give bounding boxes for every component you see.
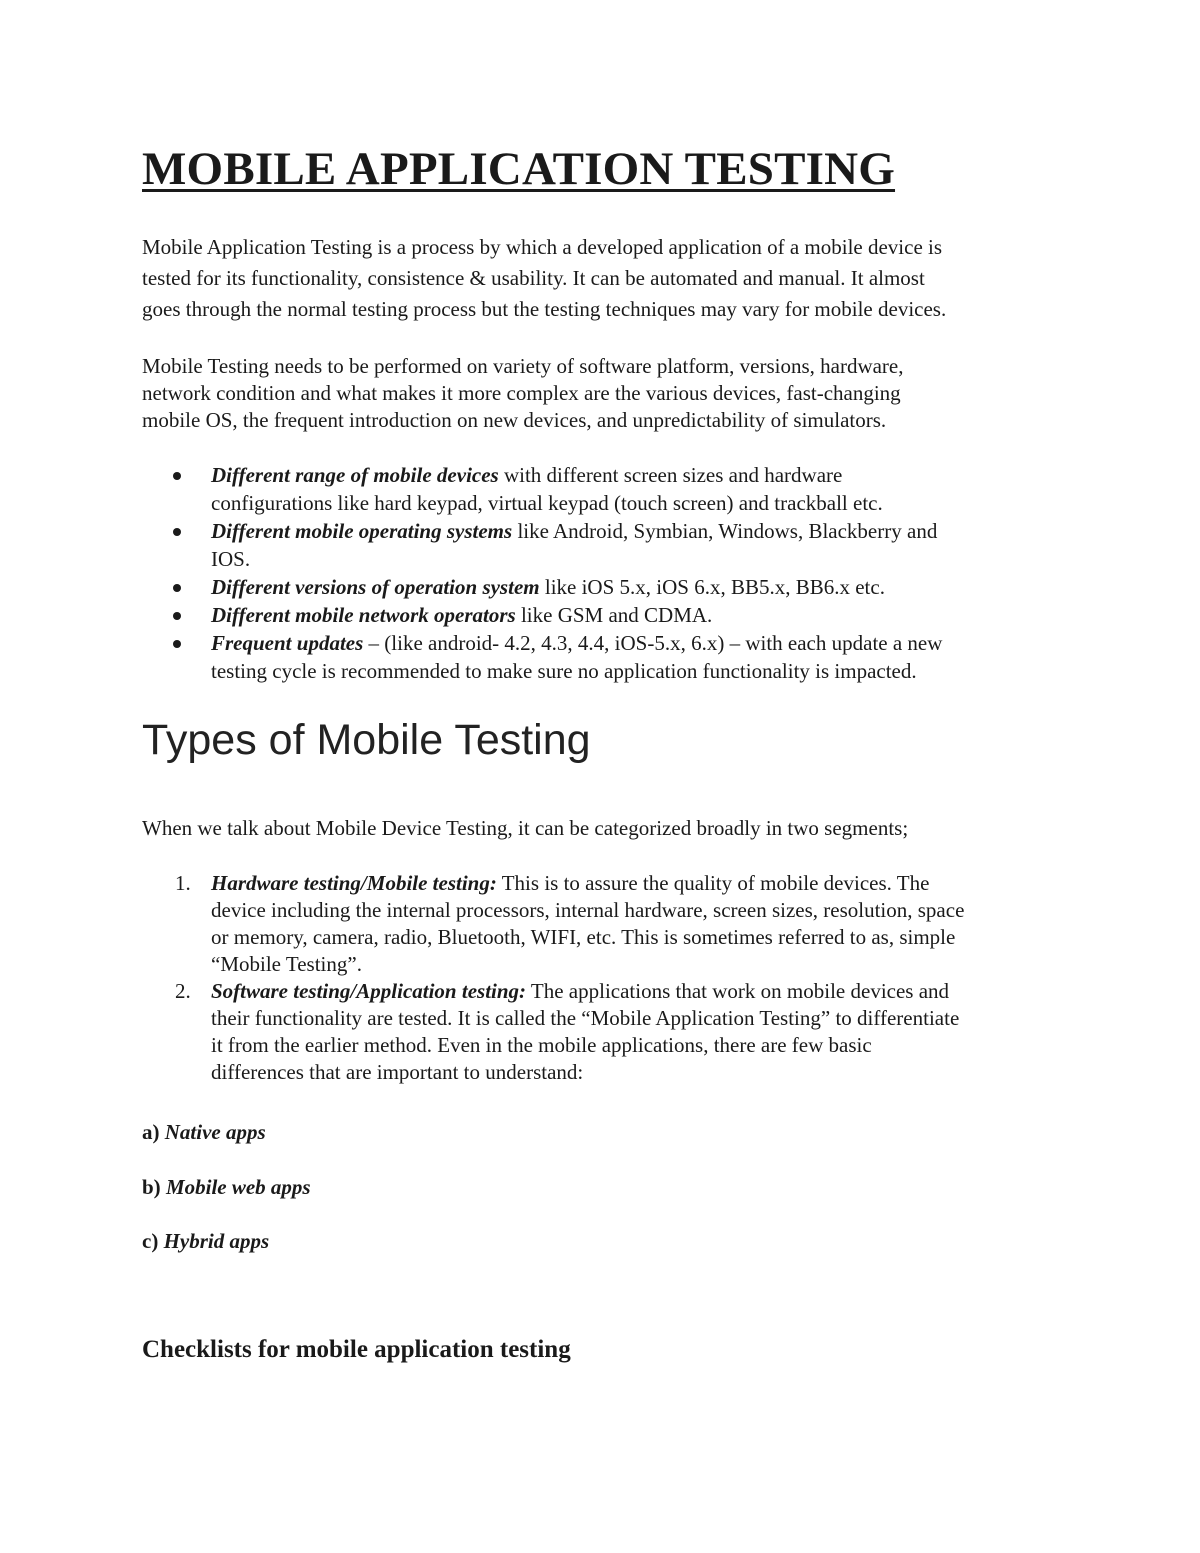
app-type-text: Native apps: [164, 1120, 266, 1144]
bullet-text: testing cycle is recommended to make sure no application functionality is impacted.: [211, 659, 917, 683]
item-text: or memory, camera, radio, Bluetooth, WIFI, etc. This is sometimes referred to as, simple: [211, 925, 956, 949]
item-number: 1.: [175, 871, 191, 895]
item-emphasis: Software testing/Application testing:: [211, 979, 527, 1003]
numbered-item: [142, 870, 1102, 978]
app-type-hybrid: [142, 1227, 269, 1255]
bullet-text: IOS.: [211, 547, 251, 571]
item-number: 2.: [175, 979, 191, 1003]
types-intro: When we talk about Mobile Device Testing, it can be categorized broadly in two segments;: [142, 816, 909, 840]
bullet-emphasis: Different mobile operating systems: [211, 519, 513, 543]
app-type-label: b): [142, 1175, 161, 1199]
bullet-dot-icon: [173, 584, 181, 592]
bullet-item: [142, 629, 1102, 685]
paragraph-line: network condition and what makes it more complex are the various devices, fast-changing: [142, 381, 901, 405]
bullet-dot-icon: [173, 640, 181, 648]
testing-segments-list: [142, 870, 1102, 1086]
item-text: their functionality are tested. It is called the “Mobile Application Testing” to differentiate: [211, 1006, 960, 1030]
bullet-text: like Android, Symbian, Windows, Blackberry and: [512, 519, 938, 543]
document-title: MOBILE APPLICATION TESTING: [142, 143, 896, 195]
bullet-emphasis: Different mobile network operators: [211, 603, 516, 627]
app-type-mobile-web: [142, 1173, 311, 1201]
item-emphasis: Hardware testing/Mobile testing:: [211, 871, 497, 895]
app-type-text: Mobile web apps: [165, 1175, 311, 1199]
bullet-text: like iOS 5.x, iOS 6.x, BB5.x, BB6.x etc.: [539, 575, 885, 599]
bullet-text: configurations like hard keypad, virtual keypad (touch screen) and trackball etc.: [211, 491, 883, 515]
bullet-emphasis: Frequent updates: [211, 631, 364, 655]
paragraph-line: Mobile Testing needs to be performed on variety of software platform, versions, hardware,: [142, 354, 904, 378]
app-type-native: [142, 1118, 266, 1146]
bullet-text: with different screen sizes and hardware: [498, 463, 843, 487]
complexity-paragraph: [142, 353, 1072, 434]
bullet-text: like GSM and CDMA.: [515, 603, 713, 627]
bullet-dot-icon: [173, 528, 181, 536]
app-type-text: Hybrid apps: [163, 1229, 270, 1253]
bullet-emphasis: Different versions of operation system: [211, 575, 540, 599]
item-text: differences that are important to understand:: [211, 1060, 584, 1084]
paragraph-line: goes through the normal testing process but the testing techniques may vary for mobile devices.: [142, 297, 947, 321]
item-text: device including the internal processors, internal hardware, screen sizes, resolution, space: [211, 898, 965, 922]
app-type-label: a): [142, 1120, 160, 1144]
types-heading: Types of Mobile Testing: [142, 716, 591, 764]
bullet-item: [142, 461, 1102, 517]
item-text: it from the earlier method. Even in the mobile applications, there are few basic: [211, 1033, 872, 1057]
bullet-dot-icon: [173, 612, 181, 620]
item-text: “Mobile Testing”.: [211, 952, 362, 976]
bullet-text: – (like android- 4.2, 4.3, 4.4, iOS-5.x, 6.x) – with each update a new: [363, 631, 943, 655]
bullet-emphasis: Different range of mobile devices: [211, 463, 499, 487]
numbered-item: [142, 978, 1102, 1086]
item-text: This is to assure the quality of mobile devices. The: [496, 871, 930, 895]
item-text: The applications that work on mobile devices and: [526, 979, 950, 1003]
paragraph-line: tested for its functionality, consistence & usability. It can be automated and manual. It almost: [142, 266, 925, 290]
paragraph-line: mobile OS, the frequent introduction on new devices, and unpredictability of simulators.: [142, 408, 887, 432]
bullet-item: [142, 573, 1102, 601]
bullet-dot-icon: [173, 472, 181, 480]
checklist-heading: Checklists for mobile application testing: [142, 1336, 571, 1363]
bullet-item: [142, 601, 1102, 629]
app-type-label: c): [142, 1229, 159, 1253]
paragraph-line: Mobile Application Testing is a process by which a developed application of a mobile device is: [142, 235, 943, 259]
challenges-bullet-list: [142, 461, 1102, 685]
bullet-item: [142, 517, 1102, 573]
intro-paragraph: [142, 232, 1072, 325]
